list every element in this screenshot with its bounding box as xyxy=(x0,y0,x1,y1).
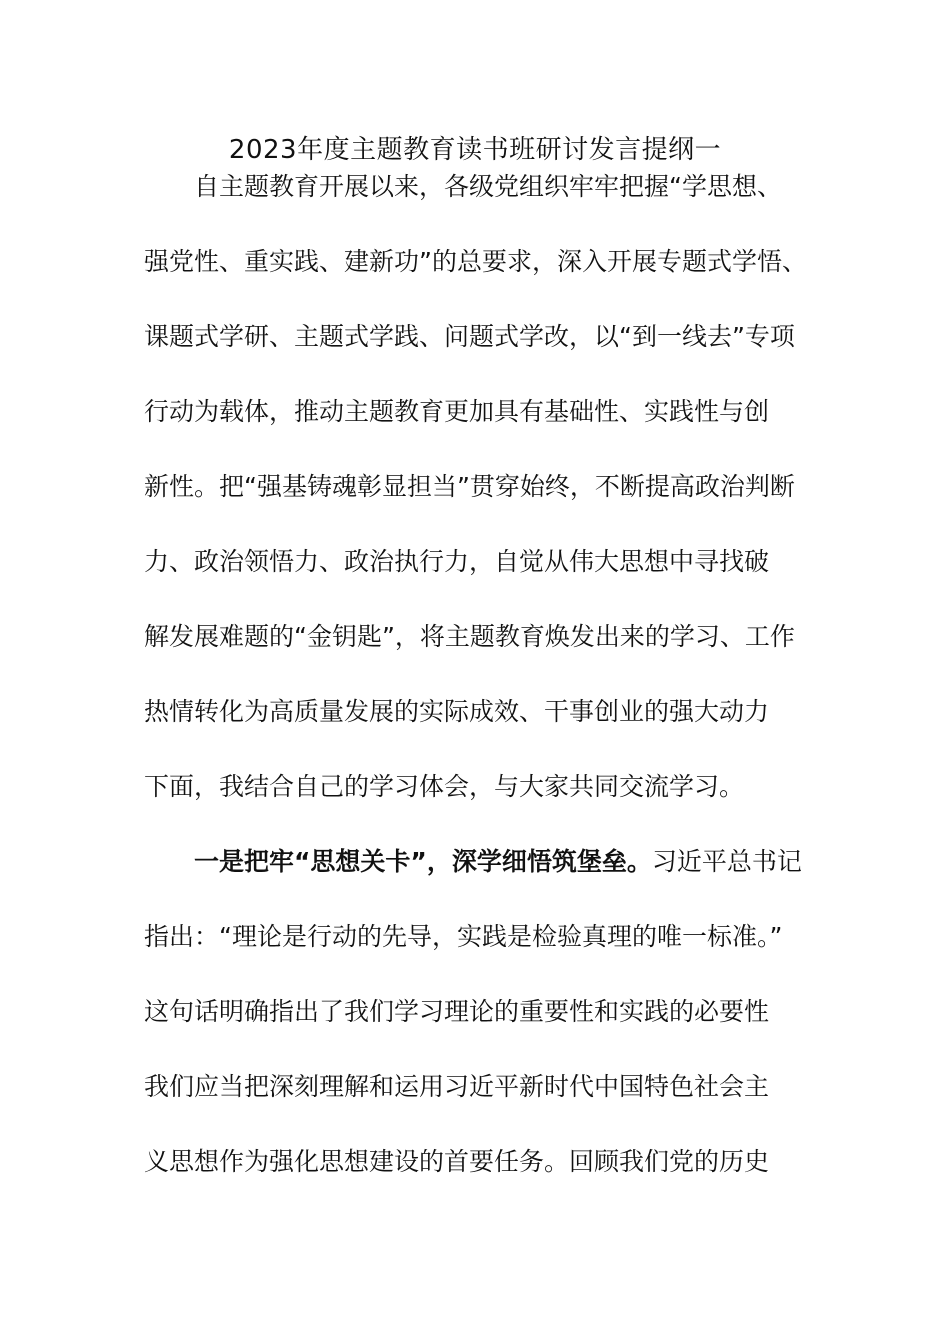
paragraph-line: 行动为载体，推动主题教育更加具有基础性、实践性与创 xyxy=(144,397,770,426)
section-heading-rest: 习近平总书记 xyxy=(651,847,802,876)
paragraph-line: 力、政治领悟力、政治执行力，自觉从伟大思想中寻找破 xyxy=(144,547,770,576)
paragraph-line: 指出：“理论是行动的先导，实践是检验真理的唯一标准。” xyxy=(144,922,783,951)
paragraph-line: 解发展难题的“金钥匙”，将主题教育焕发出来的学习、工作 xyxy=(144,622,795,651)
document-title: 2023年度主题教育读书班研讨发言提纲一 xyxy=(228,135,722,165)
paragraph-line: 义思想作为强化思想建设的首要任务。回顾我们党的历史 xyxy=(144,1147,770,1176)
paragraph-line: 下面，我结合自己的学习体会，与大家共同交流学习。 xyxy=(144,772,745,801)
paragraph-line: 这句话明确指出了我们学习理论的重要性和实践的必要性 xyxy=(144,997,770,1026)
paragraph-line: 新性。把“强基铸魂彰显担当”贯穿始终，不断提高政治判断 xyxy=(144,472,795,501)
paragraph-heading-line xyxy=(194,842,802,882)
paragraph-line: 热情转化为高质量发展的实际成效、干事创业的强大动力 xyxy=(144,697,770,726)
paragraph-line: 强党性、重实践、建新功”的总要求，深入开展专题式学悟、 xyxy=(144,247,807,276)
paragraph-line: 课题式学研、主题式学践、问题式学改，以“到一线去”专项 xyxy=(144,322,795,351)
section-heading: 一是把牢“思想关卡”，深学细悟筑堡垒。 xyxy=(194,847,652,876)
paragraph-line: 我们应当把深刻理解和运用习近平新时代中国特色社会主 xyxy=(144,1072,770,1101)
paragraph-line: 自主题教育开展以来，各级党组织牢牢把握“学思想、 xyxy=(194,172,782,201)
